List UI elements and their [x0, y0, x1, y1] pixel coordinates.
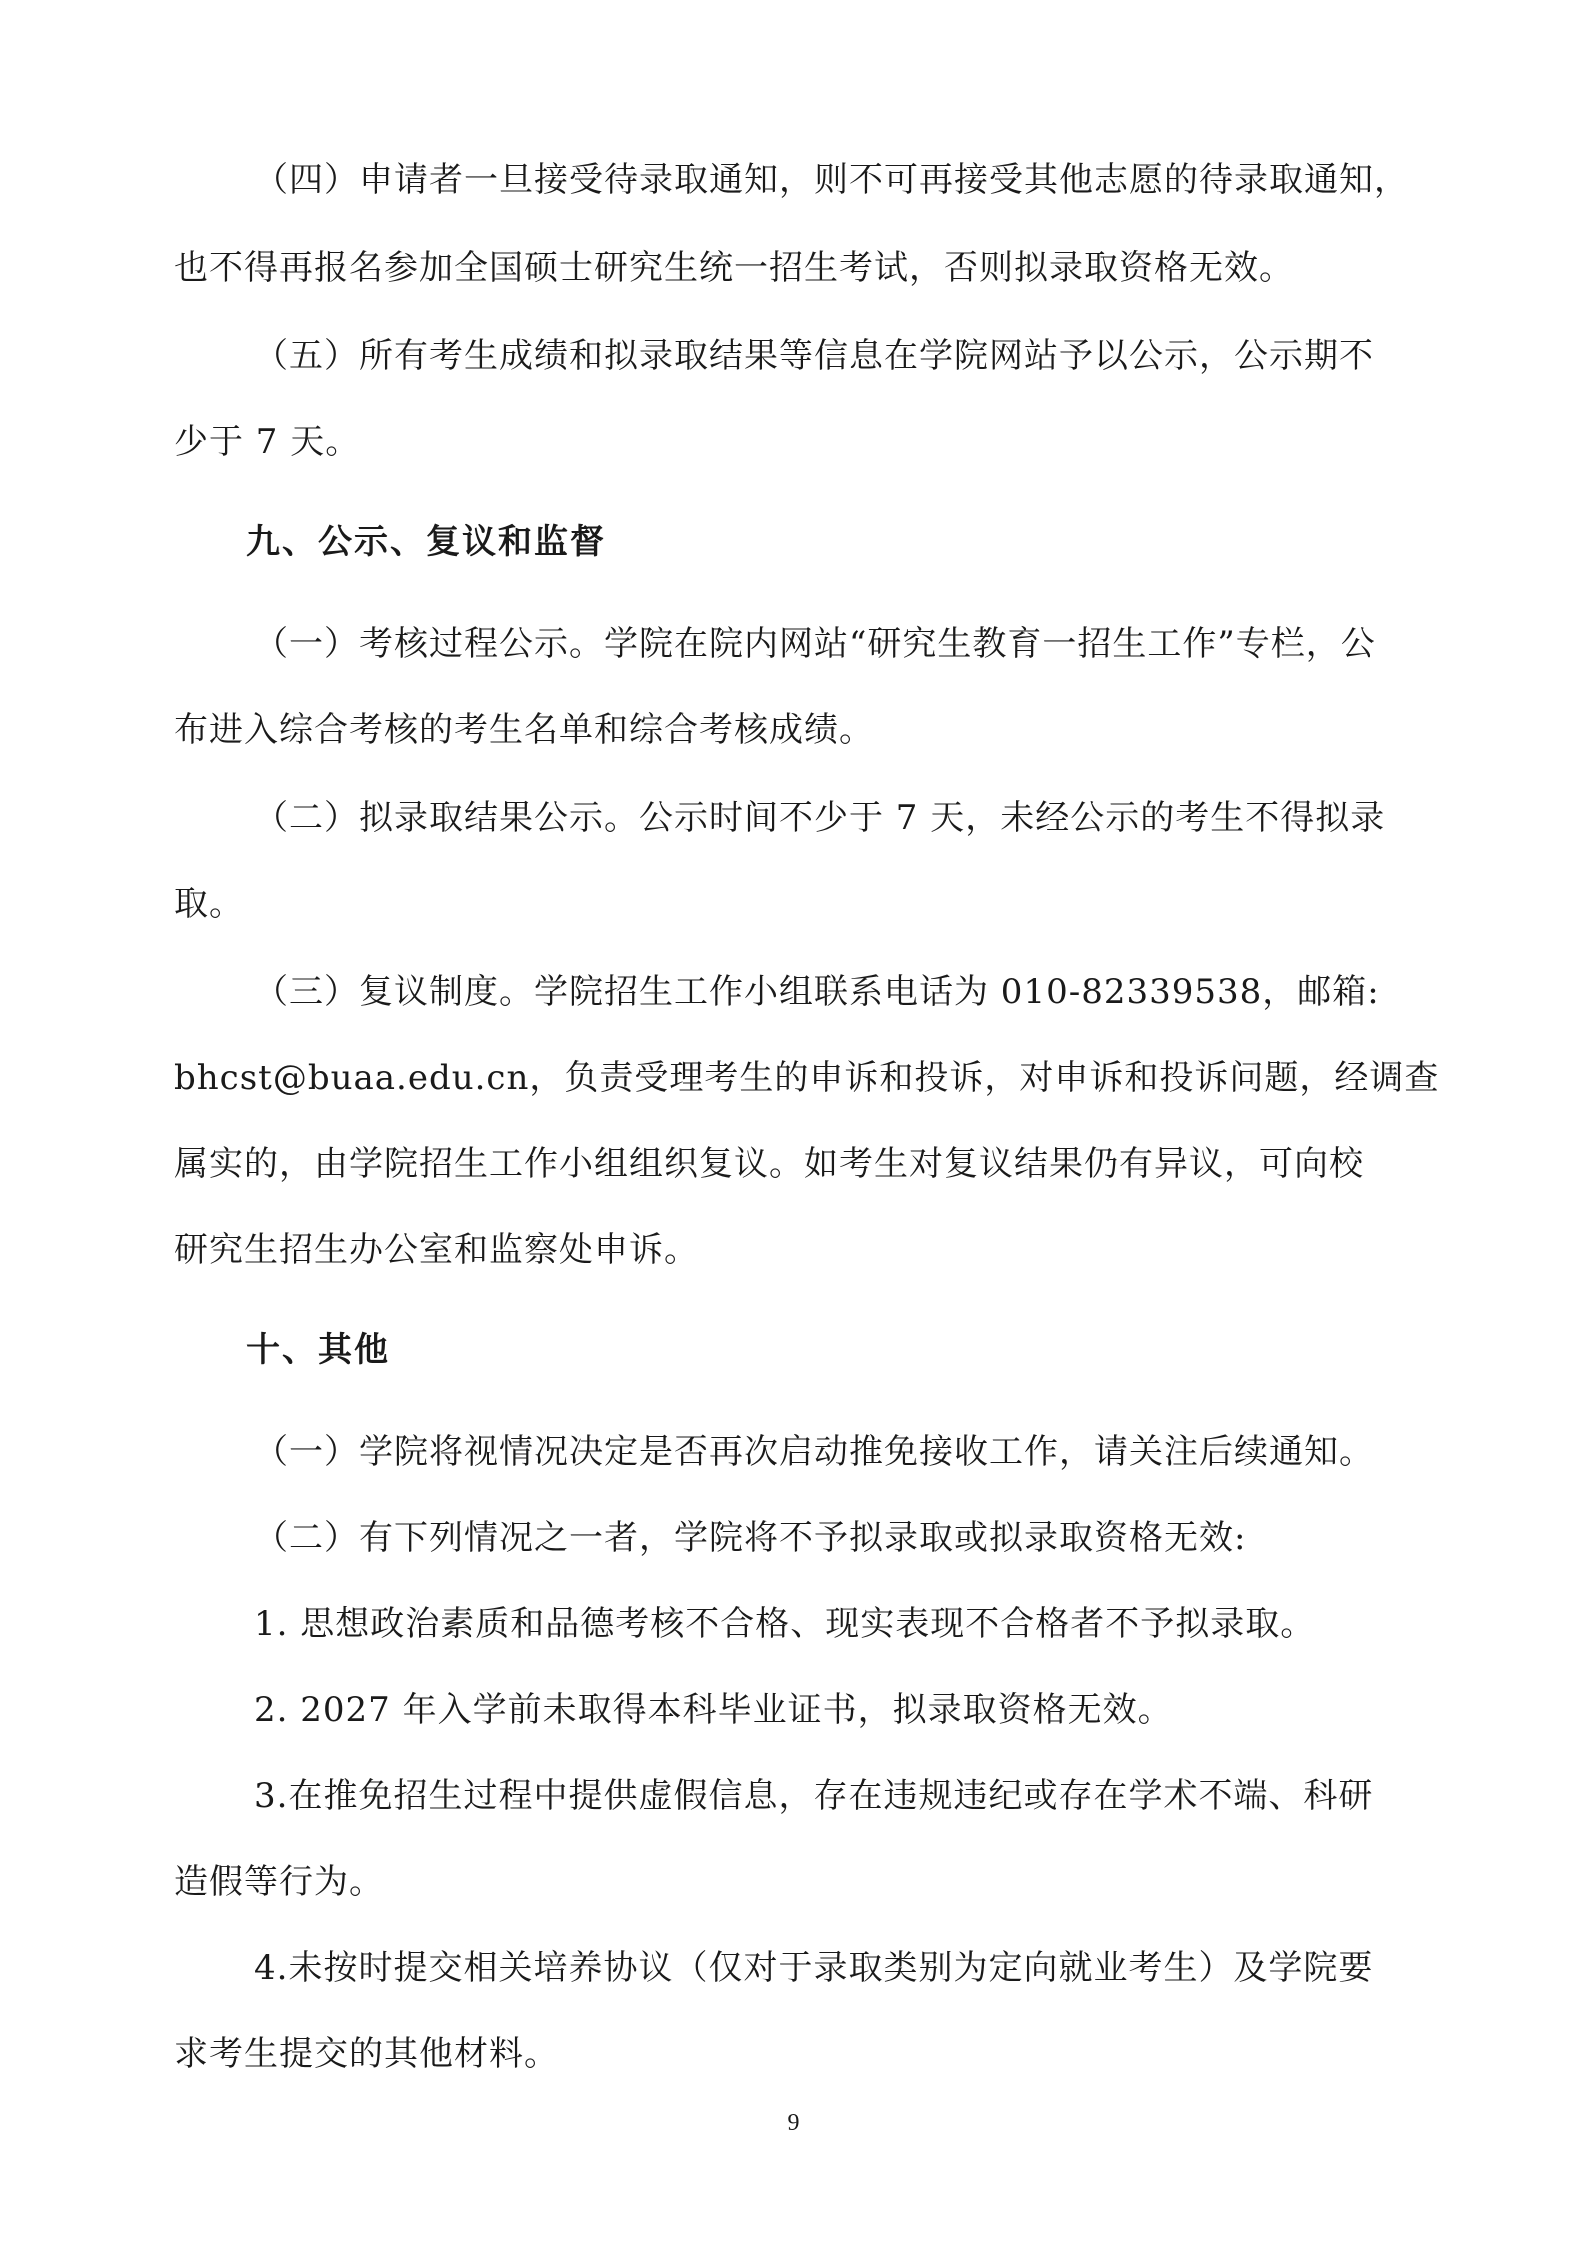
paragraph-line: bhcst@buaa.edu.cn，负责受理考生的申诉和投诉，对申诉和投诉问题，经调查: [174, 1058, 1440, 1098]
paragraph-line: （一）学院将视情况决定是否再次启动推免接收工作，请关注后续通知。: [254, 1432, 1374, 1472]
paragraph-line: （二）拟录取结果公示。公示时间不少于 7 天，未经公示的考生不得拟录: [254, 798, 1386, 838]
paragraph-line: 造假等行为。: [174, 1862, 384, 1902]
paragraph-line: （五）所有考生成绩和拟录取结果等信息在学院网站予以公示，公示期不: [254, 336, 1374, 376]
paragraph-line: （一）考核过程公示。学院在院内网站“研究生教育一招生工作”专栏，公: [254, 624, 1376, 664]
page-number: 9: [787, 2110, 800, 2136]
paragraph-line: （三）复议制度。学院招生工作小组联系电话为 010-82339538，邮箱:: [254, 972, 1380, 1012]
paragraph-line: （四）申请者一旦接受待录取通知，则不可再接受其他志愿的待录取通知，: [254, 160, 1409, 200]
paragraph-line: 少于 7 天。: [174, 422, 361, 462]
paragraph-line: 属实的，由学院招生工作小组组织复议。如考生对复议结果仍有异议，可向校: [174, 1144, 1364, 1184]
section-heading: 九、公示、复议和监督: [246, 522, 606, 562]
paragraph-line: 4.未按时提交相关培养协议（仅对于录取类别为定向就业考生）及学院要: [254, 1948, 1374, 1988]
paragraph-line: 也不得再报名参加全国硕士研究生统一招生考试，否则拟录取资格无效。: [174, 248, 1294, 288]
paragraph-line: 1. 思想政治素质和品德考核不合格、现实表现不合格者不予拟录取。: [254, 1604, 1316, 1644]
paragraph-line: （二）有下列情况之一者，学院将不予拟录取或拟录取资格无效:: [254, 1518, 1247, 1558]
section-heading: 十、其他: [246, 1330, 390, 1370]
paragraph-line: 取。: [174, 884, 244, 924]
paragraph-line: 3.在推免招生过程中提供虚假信息，存在违规违纪或存在学术不端、科研: [254, 1776, 1374, 1816]
paragraph-line: 布进入综合考核的考生名单和综合考核成绩。: [174, 710, 874, 750]
paragraph-line: 2. 2027 年入学前未取得本科毕业证书，拟录取资格无效。: [254, 1690, 1173, 1730]
paragraph-line: 研究生招生办公室和监察处申诉。: [174, 1230, 699, 1270]
paragraph-line: 求考生提交的其他材料。: [174, 2034, 559, 2074]
